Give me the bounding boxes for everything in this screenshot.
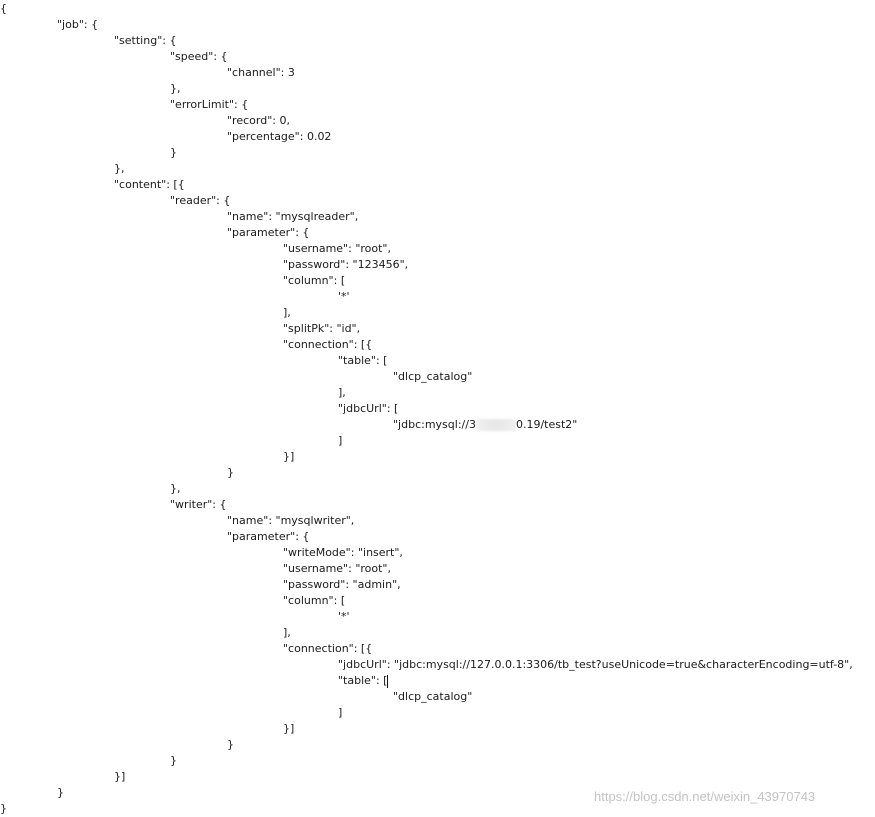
- code-text: "errorLimit": {: [170, 98, 249, 111]
- code-text: "record": 0,: [227, 114, 290, 127]
- code-line: [170, 81, 181, 97]
- code-line: [283, 449, 294, 465]
- code-text: '*': [338, 610, 350, 623]
- code-line: [170, 497, 227, 513]
- code-line: [227, 209, 358, 225]
- code-text: }: [227, 738, 234, 751]
- code-line: [227, 465, 234, 481]
- code-line: [283, 545, 403, 561]
- code-text: ],: [283, 626, 291, 639]
- code-line: [283, 241, 391, 257]
- code-line: [338, 657, 853, 673]
- code-line: [283, 641, 372, 657]
- code-line: [283, 593, 345, 609]
- jdbc-url-prefix: "jdbc:mysql://3: [393, 418, 476, 431]
- code-text: "parameter": {: [227, 226, 310, 239]
- code-text: },: [114, 162, 125, 175]
- code-line: [283, 305, 291, 321]
- code-text: "password": "123456",: [283, 258, 409, 271]
- code-text: "speed": {: [170, 50, 228, 63]
- code-text: }]: [283, 450, 295, 463]
- code-line: [114, 177, 185, 193]
- code-text: "table": [: [338, 354, 388, 367]
- code-line: [283, 257, 408, 273]
- code-line: [114, 33, 176, 49]
- code-line: [0, 801, 7, 817]
- code-line: [57, 17, 98, 33]
- code-line: [283, 721, 294, 737]
- code-line: [227, 513, 354, 529]
- code-text: ],: [338, 386, 346, 399]
- code-line: [227, 113, 290, 129]
- code-text: ]: [338, 706, 343, 719]
- code-line: [227, 737, 234, 753]
- code-text: "name": "mysqlreader",: [227, 210, 359, 223]
- redaction-blur: [476, 419, 516, 431]
- code-line: [170, 49, 228, 65]
- code-line: [338, 673, 388, 689]
- code-text: "dlcp_catalog": [393, 690, 473, 703]
- code-line: [0, 1, 7, 17]
- code-line-jdbc-url-redacted: [393, 417, 577, 433]
- code-line: [227, 529, 309, 545]
- code-text: "jdbcUrl": "jdbc:mysql://127.0.0.1:3306/tb_test?useUnicode=true&characterEncoding=utf-8",: [338, 658, 853, 671]
- code-text: "channel": 3: [227, 66, 295, 79]
- code-line: [393, 369, 472, 385]
- jdbc-url-suffix: 0.19/test2": [515, 418, 578, 431]
- code-line: [170, 753, 177, 769]
- code-line: [283, 561, 391, 577]
- code-text: },: [170, 82, 181, 95]
- code-text: "parameter": {: [227, 530, 310, 543]
- code-text: "job": {: [57, 18, 99, 31]
- code-text: }: [170, 146, 177, 159]
- code-line: [338, 385, 346, 401]
- code-line: [338, 705, 342, 721]
- code-text: "password": "admin",: [283, 578, 401, 591]
- code-text: "content": [{: [114, 178, 185, 191]
- code-line: [170, 193, 230, 209]
- code-text: "table": [: [338, 674, 388, 687]
- code-line: [227, 65, 295, 81]
- code-text: ]: [338, 434, 343, 447]
- code-text: }: [57, 786, 64, 799]
- code-line: [338, 401, 398, 417]
- code-text: '*': [338, 290, 350, 303]
- code-line: [393, 689, 472, 705]
- code-line: [227, 129, 331, 145]
- code-line: [114, 161, 125, 177]
- code-line: [283, 625, 291, 641]
- text-cursor: [387, 675, 388, 688]
- code-line: [338, 353, 387, 369]
- code-text: "column": [: [283, 594, 346, 607]
- code-text: "writeMode": "insert",: [283, 546, 403, 559]
- code-text: "jdbcUrl": [: [338, 402, 399, 415]
- code-line: [283, 321, 360, 337]
- code-line: [170, 145, 177, 161]
- code-text: }: [227, 466, 234, 479]
- code-line: [114, 769, 125, 785]
- code-text: ],: [283, 306, 291, 319]
- code-line: [227, 225, 309, 241]
- code-text: "percentage": 0.02: [227, 130, 332, 143]
- code-text: "setting": {: [114, 34, 177, 47]
- code-text: }]: [114, 770, 126, 783]
- code-line: [338, 609, 350, 625]
- code-line: [170, 97, 248, 113]
- code-line: [338, 289, 350, 305]
- code-line: [170, 481, 181, 497]
- code-text: }: [0, 802, 7, 815]
- code-text: "reader": {: [170, 194, 231, 207]
- code-text: }]: [283, 722, 295, 735]
- code-text: {: [0, 2, 7, 15]
- code-line: [57, 785, 64, 801]
- code-line: [283, 337, 372, 353]
- code-text: "username": "root",: [283, 242, 391, 255]
- code-text: "column": [: [283, 274, 346, 287]
- code-text: "dlcp_catalog": [393, 370, 473, 383]
- code-line: [283, 273, 345, 289]
- code-text: "writer": {: [170, 498, 227, 511]
- code-text: "splitPk": "id",: [283, 322, 361, 335]
- code-text: },: [170, 482, 181, 495]
- code-text: "name": "mysqlwriter",: [227, 514, 355, 527]
- code-line: [338, 433, 342, 449]
- csdn-watermark: https://blog.csdn.net/weixin_43970743: [594, 789, 816, 804]
- code-text: "connection": [{: [283, 338, 373, 351]
- code-line: [283, 577, 401, 593]
- code-text: }: [170, 754, 177, 767]
- code-text: "connection": [{: [283, 642, 373, 655]
- code-text: "username": "root",: [283, 562, 391, 575]
